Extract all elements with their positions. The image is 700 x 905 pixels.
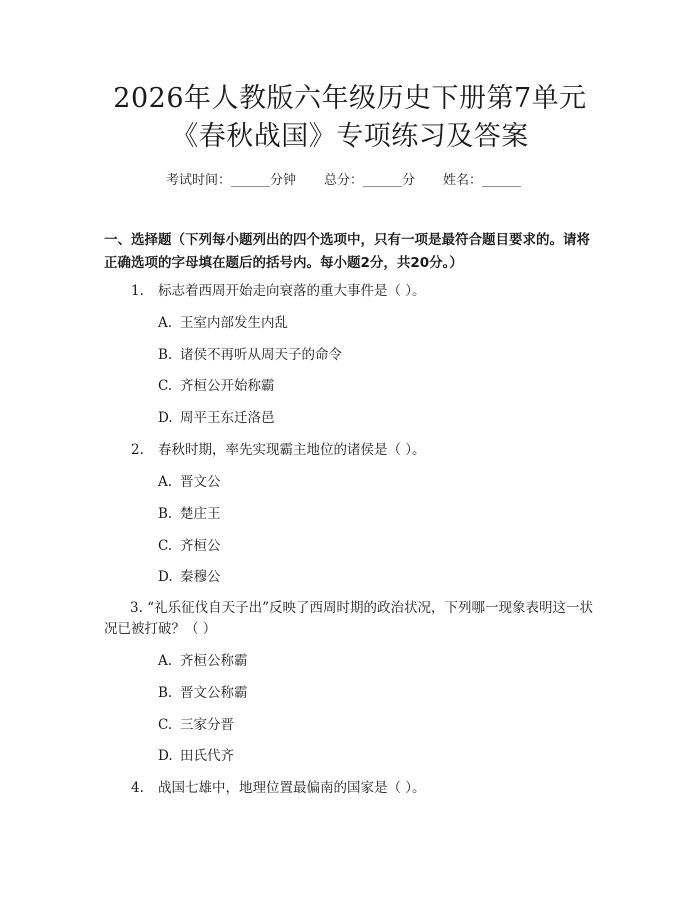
exam-info-line: [166, 169, 521, 188]
option-letter: C.: [158, 538, 173, 554]
section-heading-choice: 一、选择题（下列每小题列出的四个选项中，只有一项是最符合题目要求的。请将正确选项的字母填在题后的括号内。每小题2分，共20分。）: [104, 232, 590, 271]
option-letter: A.: [158, 653, 173, 669]
question-number: 4.: [131, 780, 144, 796]
option-item: [158, 536, 221, 556]
question-number: 2.: [131, 442, 144, 458]
question-2: [131, 440, 426, 460]
document-title: 2026年人教版六年级历史下册第7单元《春秋战国》专项练习及答案: [113, 83, 587, 152]
option-text: 齐桓公: [180, 538, 221, 554]
option-item: [158, 504, 221, 524]
option-text: 晋文公称霸: [180, 685, 248, 701]
option-item: [158, 345, 342, 365]
question-number: 1.: [131, 283, 144, 299]
option-text: 齐桓公开始称霸: [180, 378, 275, 394]
option-letter: D.: [158, 410, 173, 426]
question-4: [131, 778, 426, 798]
option-item: [158, 746, 234, 766]
option-text: 周平王东迁洛邑: [180, 410, 275, 426]
option-letter: A.: [158, 474, 173, 490]
option-text: 诸侯不再听从周天子的命令: [180, 347, 342, 363]
option-letter: D.: [158, 748, 173, 764]
option-item: [158, 715, 234, 735]
option-item: [158, 651, 248, 671]
question-text: 标志着西周开始走向衰落的重大事件是（ ）。: [158, 283, 426, 299]
option-item: [158, 408, 275, 428]
option-text: 齐桓公称霸: [180, 653, 248, 669]
option-item: [158, 683, 248, 703]
option-text: 秦穆公: [180, 569, 221, 585]
option-text: 田氏代齐: [180, 748, 234, 764]
question-3: 3. “礼乐征伐自天子出”反映了西周时期的政治状况，下列哪一现象表明这一状况已被打破？（ ）: [104, 600, 593, 637]
option-item: [158, 313, 288, 333]
option-letter: D.: [158, 569, 173, 585]
option-letter: B.: [158, 506, 173, 522]
option-letter: C.: [158, 717, 173, 733]
option-item: [158, 472, 221, 492]
option-text: 楚庄王: [180, 506, 221, 522]
option-letter: B.: [158, 347, 173, 363]
option-text: 晋文公: [180, 474, 221, 490]
option-letter: B.: [158, 685, 173, 701]
option-text: 三家分晋: [180, 717, 234, 733]
option-item: [158, 376, 275, 396]
option-letter: A.: [158, 315, 173, 331]
option-item: [158, 567, 221, 587]
question-text: 春秋时期，率先实现霸主地位的诸侯是（ ）。: [158, 442, 426, 458]
question-1: [131, 281, 426, 301]
exam-time-field: 考试时间：______分钟: [166, 173, 297, 188]
option-text: 王室内部发生内乱: [180, 315, 288, 331]
student-name-field: 姓名：______: [443, 173, 522, 188]
question-text: 战国七雄中，地理位置最偏南的国家是（ ）。: [158, 780, 426, 796]
total-score-field: 总分：______分: [324, 173, 416, 188]
option-letter: C.: [158, 378, 173, 394]
